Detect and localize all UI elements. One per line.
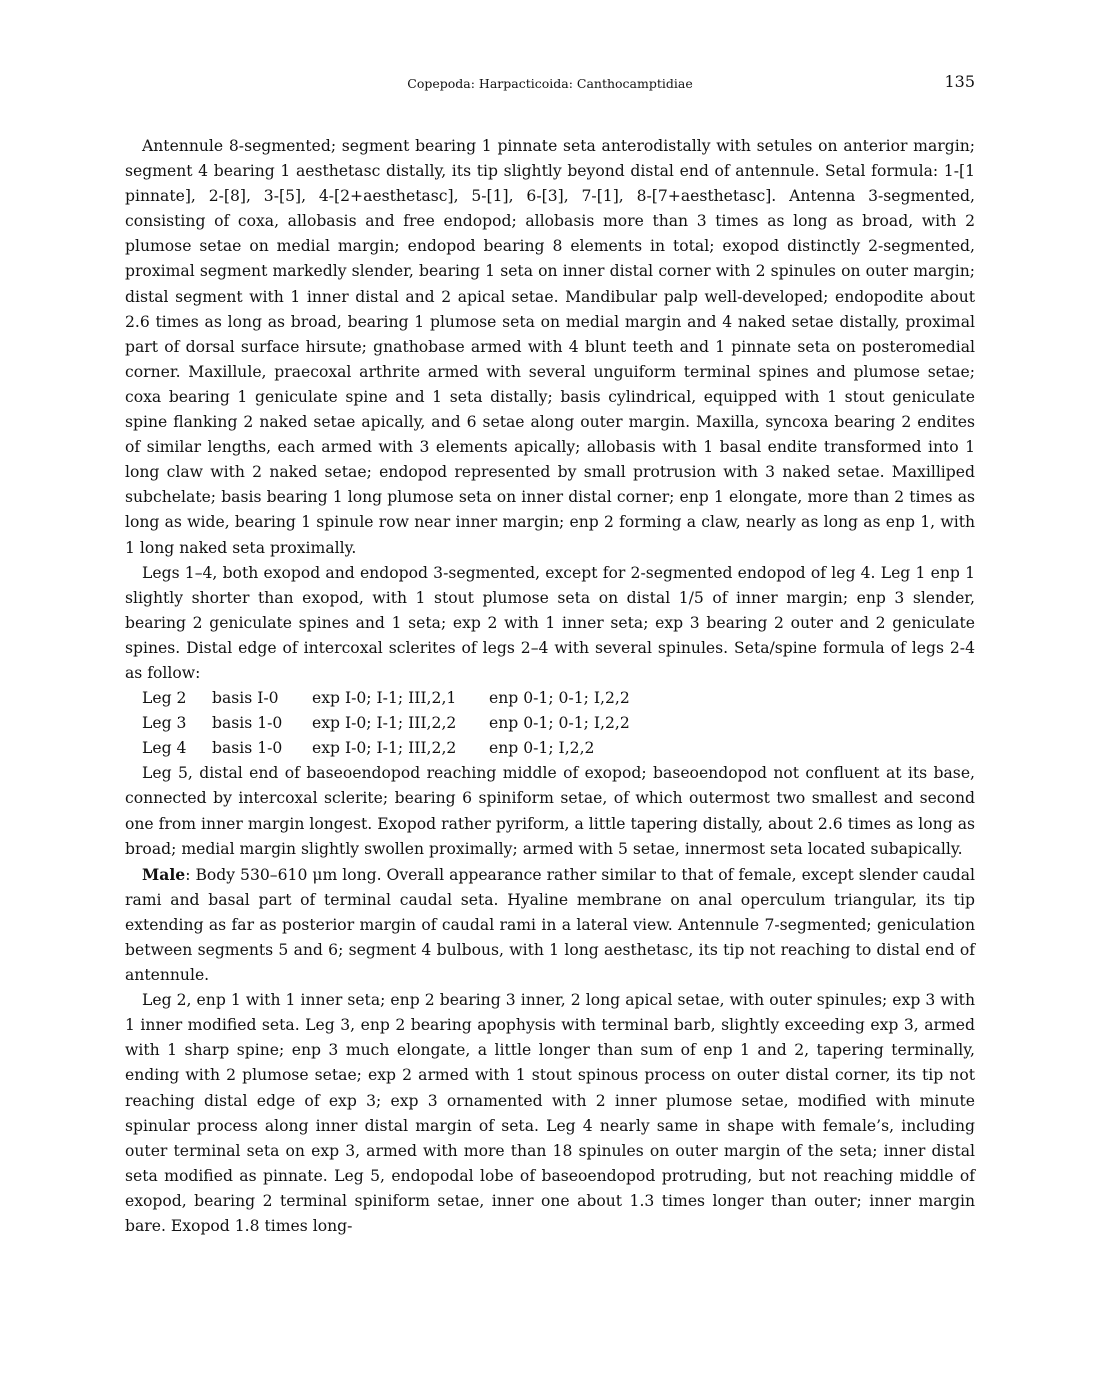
formula-row-leg-4 <box>125 736 975 761</box>
male-label: Male <box>142 864 186 884</box>
page-number: 135 <box>944 72 975 91</box>
formula-leg: Leg 3 <box>142 714 187 733</box>
formula-basis: basis 1-0 <box>212 714 283 733</box>
male-text: : Body 530–610 μm long. Overall appearance rather similar to that of female, except slender caudal rami and basal part of terminal caudal seta. Hyaline membrane on anal operculum triangular, its tip extending as far as posterior margin of caudal rami in a lateral view. Antennule 7-segmented; geniculation between segments 5 and 6; segment 4 bulbous, with 1 long aesthetasc, its tip not reaching to distal end of antennule. <box>125 865 975 985</box>
formula-row-leg-2 <box>125 686 975 711</box>
formula-exopod: exp I-0; I-1; III,2,2 <box>312 714 457 733</box>
formula-exopod: exp I-0; I-1; III,2,1 <box>312 689 457 708</box>
formula-basis: basis 1-0 <box>212 739 283 758</box>
formula-endopod: enp 0-1; 0-1; I,2,2 <box>489 714 630 733</box>
leg5-paragraph: Leg 5, distal end of baseoendopod reaching middle of exopod; baseoendopod not confluent at its base, connected by intercoxal sclerite; bearing 6 spiniform setae, of which outermost two smallest and second one from inner margin longest. Exopod rather pyriform, a little tapering distally, about 2.6 times as long as broad; medial margin slightly swollen proximally; armed with 5 setae, innermost seta located subapically. <box>125 764 975 858</box>
legs-paragraph: Legs 1–4, both exopod and endopod 3-segmented, except for 2-segmented endopod of leg 4. Leg 1 enp 1 slightly shorter than exopod, with 1 stout plumose seta on distal 1/5 of inner margin; enp 3 slender, bearing 2 geniculate spines and 1 seta; exp 2 with 1 inner seta; exp 3 bearing 2 outer and 2 geniculate spines. Distal edge of intercoxal sclerites of legs 2–4 with several spinules. Seta/spine formula of legs 2-4 as follow: <box>125 563 975 682</box>
formula-leg: Leg 2 <box>142 689 187 708</box>
running-title: Copepoda: Harpacticoida: Canthocamptidiae <box>407 76 693 91</box>
formula-endopod: enp 0-1; 0-1; I,2,2 <box>489 689 630 708</box>
formula-exopod: exp I-0; I-1; III,2,2 <box>312 739 457 758</box>
formula-row-leg-3 <box>125 711 975 736</box>
body-text <box>125 134 975 1239</box>
mouthparts-paragraph: Antennule 8-segmented; segment bearing 1 pinnate seta anterodistally with setules on anterior margin; segment 4 bearing 1 aesthetasc distally, its tip slightly beyond distal end of antennule. Setal formula: 1-[1 pinnate], 2-[8], 3-[5], 4-[2+aesthetasc], 5-[1], 6-[3], 7-[1], 8-[7+aesthetasc]. Antenna 3-segmented, consisting of coxa, allobasis and free endopod; allobasis more than 3 times as long as broad, with 2 plumose setae on medial margin; endopod bearing 8 elements in total; exopod distinctly 2-segmented, proximal segment markedly slender, bearing 1 seta on inner distal corner with 2 spinules on outer margin; distal segment with 1 inner distal and 2 apical setae. Mandibular palp well-developed; endopodite about 2.6 times as long as broad, bearing 1 plumose seta on medial margin and 4 naked setae distally, proximal part of dorsal surface hirsute; gnathobase armed with 4 blunt teeth and 1 pinnate seta on posteromedial corner. Maxillule, praecoxal arthrite armed with several unguiform terminal spines and plumose setae; coxa bearing 1 geniculate spine and 1 seta distally; basis cylindrical, equipped with 1 stout geniculate spine flanking 2 naked setae apically, and 6 setae along outer margin. Maxilla, syncoxa bearing 2 endites of similar lengths, each armed with 3 elements apically; allobasis with 1 basal endite transformed into 1 long claw with 2 naked setae; endopod represented by small protrusion with 3 naked setae. Maxilliped subchelate; basis bearing 1 long plumose seta on inner distal corner; enp 1 elongate, more than 2 times as long as wide, bearing 1 spinule row near inner margin; enp 2 forming a claw, nearly as long as enp 1, with 1 long naked seta proximally. <box>125 137 975 557</box>
formula-leg: Leg 4 <box>142 739 187 758</box>
seta-spine-formula-table <box>125 686 975 761</box>
formula-basis: basis I-0 <box>212 689 279 708</box>
formula-endopod: enp 0-1; I,2,2 <box>489 739 595 758</box>
male-paragraph <box>125 862 975 988</box>
running-head <box>125 72 975 96</box>
male-legs-paragraph: Leg 2, enp 1 with 1 inner seta; enp 2 bearing 3 inner, 2 long apical setae, with outer spinules; exp 3 with 1 inner modified seta. Leg 3, enp 2 bearing apophysis with terminal barb, slightly exceeding exp 3, armed with 1 sharp spine; enp 3 much elongate, a little longer than sum of enp 1 and 2, tapering terminally, ending with 2 plumose setae; exp 2 armed with 1 stout spinous process on outer distal corner, its tip not reaching distal edge of exp 3; exp 3 ornamented with 2 inner plumose setae, modified with minute spinular process along inner distal margin of seta. Leg 4 nearly same in shape with female’s, including outer terminal seta on exp 3, armed with more than 18 spinules on outer margin of the seta; inner distal seta modified as pinnate. Leg 5, endopodal lobe of baseoendopod protruding, but not reaching middle of exopod, bearing 2 terminal spiniform setae, inner one about 1.3 times longer than outer; inner margin bare. Exopod 1.8 times long- <box>125 991 975 1236</box>
